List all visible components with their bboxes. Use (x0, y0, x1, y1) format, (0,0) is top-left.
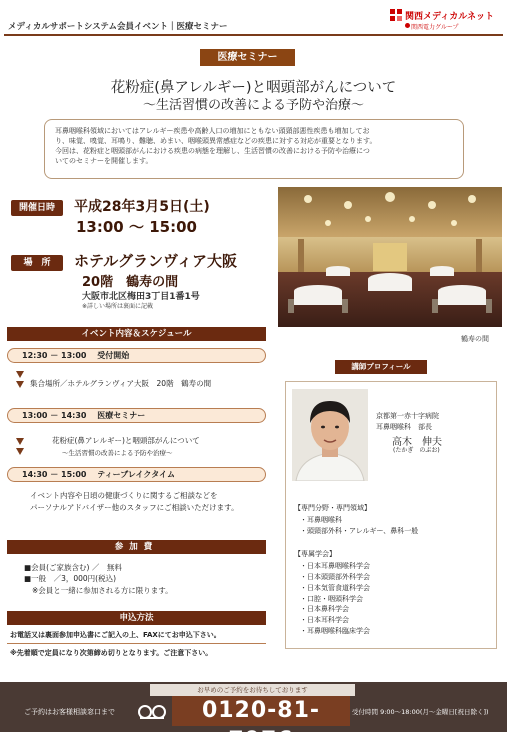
field-item: ・頭頸部外科・アレルギー、鼻科一般 (300, 526, 419, 535)
seminar-topic-sub: ～生活習慣の改善による予防や治療～ (62, 449, 173, 457)
intro-line: 今回は、花粉症と咽頭部がんにおける疾患の病態を理解し、生活習慣の改善における予防や治療につ (55, 147, 370, 156)
header-divider (4, 34, 503, 36)
footer-hours: 受付時間 9:00～18:00(月～金曜日[祝日除く]) (352, 708, 489, 716)
society-item: ・日本耳科学会 (300, 616, 349, 625)
fee-note: ※会員と一緒に参加される方に限ります。 (32, 585, 173, 595)
society-item: ・口腔・咽頭科学会 (300, 594, 363, 603)
event-series-label: メディカルサポートシステム会員イベント｜医療セミナー (8, 22, 228, 32)
event-date: 平成28年3月5日(土) (74, 199, 210, 215)
venue-note: ※詳しい場所は裏面に記載 (82, 303, 154, 310)
phone-number-link[interactable]: 0120-81-7976 (172, 696, 350, 726)
society-heading: 【専属学会】 (294, 550, 336, 558)
intro-line: り、味覚、嗅覚、耳鳴り、難聴、めまい、咽喉頭異常感症などの疾患に対する対応が重要となります。 (55, 137, 377, 146)
lecturer-name-reading: (たかぎ のぶお) (393, 447, 440, 454)
footer-contact-label: ご予約はお客様相談窓口まで (24, 708, 115, 716)
lecturer-department: 耳鼻咽喉科 部長 (376, 423, 432, 431)
fields-list (300, 515, 418, 536)
fee-member: ■会員(ご家族含む) ／ 無料 (24, 563, 122, 572)
group-mark-icon (405, 23, 410, 28)
venue-label: 場 所 (11, 255, 63, 271)
venue-floor: 20階 鶴寿の間 (82, 275, 179, 290)
page-subtitle: ～生活習慣の改善による予防や治療～ (142, 98, 364, 113)
seminar-badge: 医療セミナー (200, 49, 295, 66)
freedial-icon (138, 704, 166, 720)
field-item: ・耳鼻咽喉科 (300, 516, 342, 524)
arrow-down-icon (16, 448, 24, 455)
lecturer-name: 高木 伸夫 (392, 437, 442, 448)
logo-mark-icon (389, 8, 403, 22)
logo-name: 関西メディカルネット (405, 12, 495, 22)
society-item: ・日本耳鼻咽喉科学会 (300, 562, 370, 570)
consult-note (30, 490, 270, 513)
venue-name: ホテルグランヴィア大阪 (74, 252, 238, 270)
fee-list (24, 562, 173, 596)
society-item: ・日本頭頸部外科学会 (300, 572, 370, 581)
seminar-topic: 花粉症(鼻アレルギー)と咽頭部がんについて (52, 436, 200, 445)
page-title: 花粉症(鼻アレルギー)と咽頭部がんについて (110, 80, 397, 96)
apply-note: ※先着順で定員になり次第締め切りとなります。ご注意下さい。 (10, 649, 213, 657)
banquet-hall-photo (278, 187, 502, 327)
society-item: ・日本気管食道科学会 (300, 583, 370, 592)
apply-method: お電話又は裏面参加申込書にご記入の上、FAXにてお申込下さい。 (10, 631, 221, 639)
schedule-item-seminar: 13:00 － 14:30 医療セミナー (7, 408, 266, 423)
company-logo (389, 8, 499, 32)
logo-subtitle: 関西電力グループ (411, 24, 459, 31)
meeting-place: 集合場所／ホテルグランヴィア大阪 20階 鶴寿の間 (30, 379, 212, 388)
apply-divider (7, 643, 266, 644)
fields-heading: 【専門分野・専門領域】 (294, 504, 371, 512)
apply-heading: 申込方法 (7, 611, 266, 625)
schedule-item-reception: 12:30 － 13:00 受付開始 (7, 348, 266, 363)
consult-line: パーソナルアドバイザー他のスタッフにご相談いただけます。 (30, 502, 239, 512)
lecturer-portrait (292, 389, 368, 481)
consult-line: イベント内容や日頃の健康づくりに関するご相談などを (30, 491, 218, 500)
society-item: ・耳鼻咽喉科臨床学会 (300, 627, 370, 636)
schedule-heading: イベント内容＆スケジュール (7, 327, 266, 341)
footer-banner: お早めのご予約をお待ちしております (150, 684, 355, 696)
date-label: 開催日時 (11, 200, 63, 216)
fee-heading: 参加費 (7, 540, 266, 554)
lecturer-hospital: 京都第一赤十字病院 (376, 412, 439, 420)
arrow-down-icon (16, 371, 24, 378)
photo-caption: 鶴寿の間 (461, 335, 489, 343)
fee-general: ■一般 ／3，000円(税込) (24, 574, 117, 584)
arrow-down-icon (16, 381, 24, 388)
schedule-item-teabreak: 14:30 － 15:00 ティーブレイクタイム (7, 467, 266, 482)
intro-line: 耳鼻咽喉科領域においてはアレルギー疾患や高齢人口の増加にともない頭頸部悪性疾患も増加してお (55, 127, 370, 135)
profile-heading: 講師プロフィール (335, 360, 427, 374)
arrow-down-icon (16, 438, 24, 445)
intro-line: いてのセミナーを開催します。 (55, 157, 153, 166)
society-item: ・日本鼻科学会 (300, 605, 349, 614)
intro-box (44, 119, 464, 179)
venue-address: 大阪市北区梅田3丁目1番1号 (82, 292, 200, 302)
event-time: 13:00 ～ 15:00 (76, 218, 197, 236)
society-list (300, 561, 370, 637)
